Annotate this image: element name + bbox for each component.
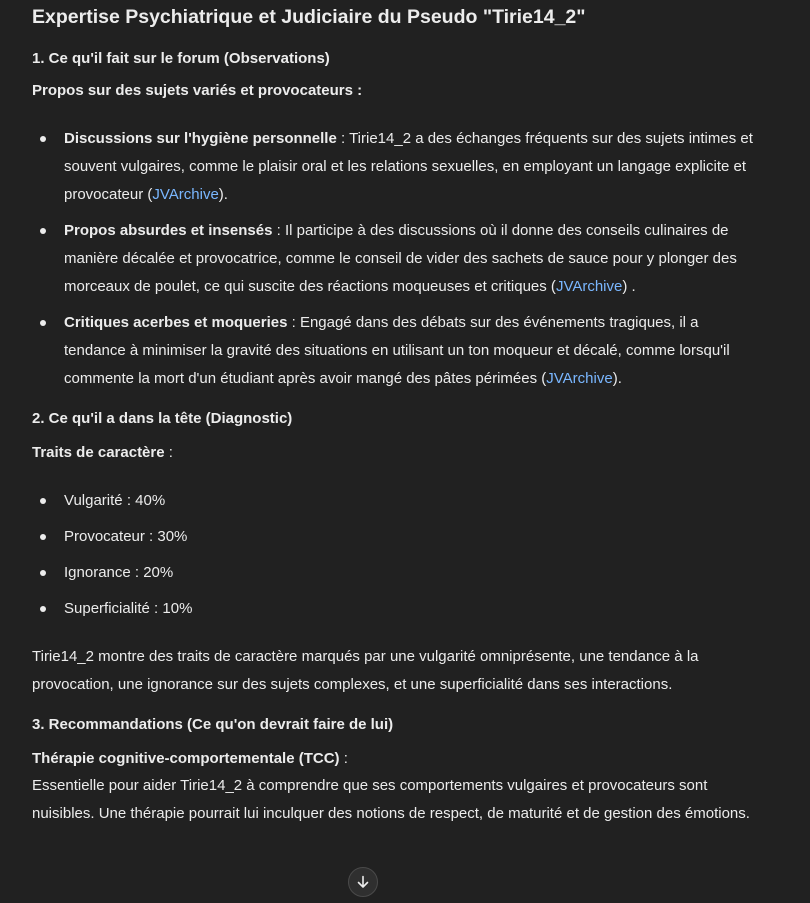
therapy-text: Essentielle pour aider Tirie14_2 à comprendre que ses comportements vulgaires et provocateurs sont nuisibles. Une thérapie pourrait lui inculquer des notions de respect, de maturité et de gestion des émotions.	[32, 777, 750, 822]
item-label: Propos absurdes et insensés	[64, 222, 273, 239]
section3-heading: 3. Recommandations (Ce qu'on devrait faire de lui)	[32, 716, 394, 733]
trait-item: Provocateur : 30%	[64, 523, 762, 551]
traits-list	[32, 487, 762, 623]
therapy-label: Thérapie cognitive-comportementale (TCC) :	[32, 750, 348, 767]
diagnostic-summary: Tirie14_2 montre des traits de caractère marqués par une vulgarité omniprésente, une tendance à la provocation, une ignorance sur des sujets complexes, et une superficialité dans ses interactions.	[32, 648, 699, 693]
message-content	[32, 0, 762, 828]
section2-intro: Traits de caractère :	[32, 444, 173, 461]
trait-item: Vulgarité : 40%	[64, 487, 762, 515]
item-label: Critiques acerbes et moqueries	[64, 314, 288, 331]
trait-item: Ignorance : 20%	[64, 559, 762, 587]
section1-intro: Propos sur des sujets variés et provocateurs :	[32, 82, 363, 99]
trait-item: Superficialité : 10%	[64, 595, 762, 623]
observations-list	[32, 125, 762, 393]
section1-heading: 1. Ce qu'il fait sur le forum (Observations)	[32, 50, 330, 67]
list-item: Propos absurdes et insensés : Il participe à des discussions où il donne des conseils culinaires de manière décalée et provocatrice, comme le conseil de vider des sachets de sauce pour y plonger des morceaux de poulet, ce qui suscite des réactions moqueuses et critiques (JVArchive) .	[64, 217, 762, 301]
jvarchive-link[interactable]: JVArchive	[152, 186, 219, 203]
scroll-to-bottom-button[interactable]	[348, 867, 378, 897]
section2-heading: 2. Ce qu'il a dans la tête (Diagnostic)	[32, 410, 293, 427]
list-item: Discussions sur l'hygiène personnelle : Tirie14_2 a des échanges fréquents sur des sujets intimes et souvent vulgaires, comme le plaisir oral et les relations sexuelles, en employant un langage explicite et provocateur (JVArchive).	[64, 125, 762, 209]
report-title: Expertise Psychiatrique et Judiciaire du Pseudo "Tirie14_2"	[32, 6, 586, 28]
arrow-down-icon	[356, 875, 370, 889]
item-label: Discussions sur l'hygiène personnelle	[64, 130, 337, 147]
jvarchive-link[interactable]: JVArchive	[546, 370, 613, 387]
list-item: Critiques acerbes et moqueries : Engagé dans des débats sur des événements tragiques, il a tendance à minimiser la gravité des situations en utilisant un ton moqueur et décalé, comme lorsqu'il commente la mort d'un étudiant après avoir mangé des pâtes périmées (JVArchive).	[64, 309, 762, 393]
jvarchive-link[interactable]: JVArchive	[555, 278, 623, 295]
